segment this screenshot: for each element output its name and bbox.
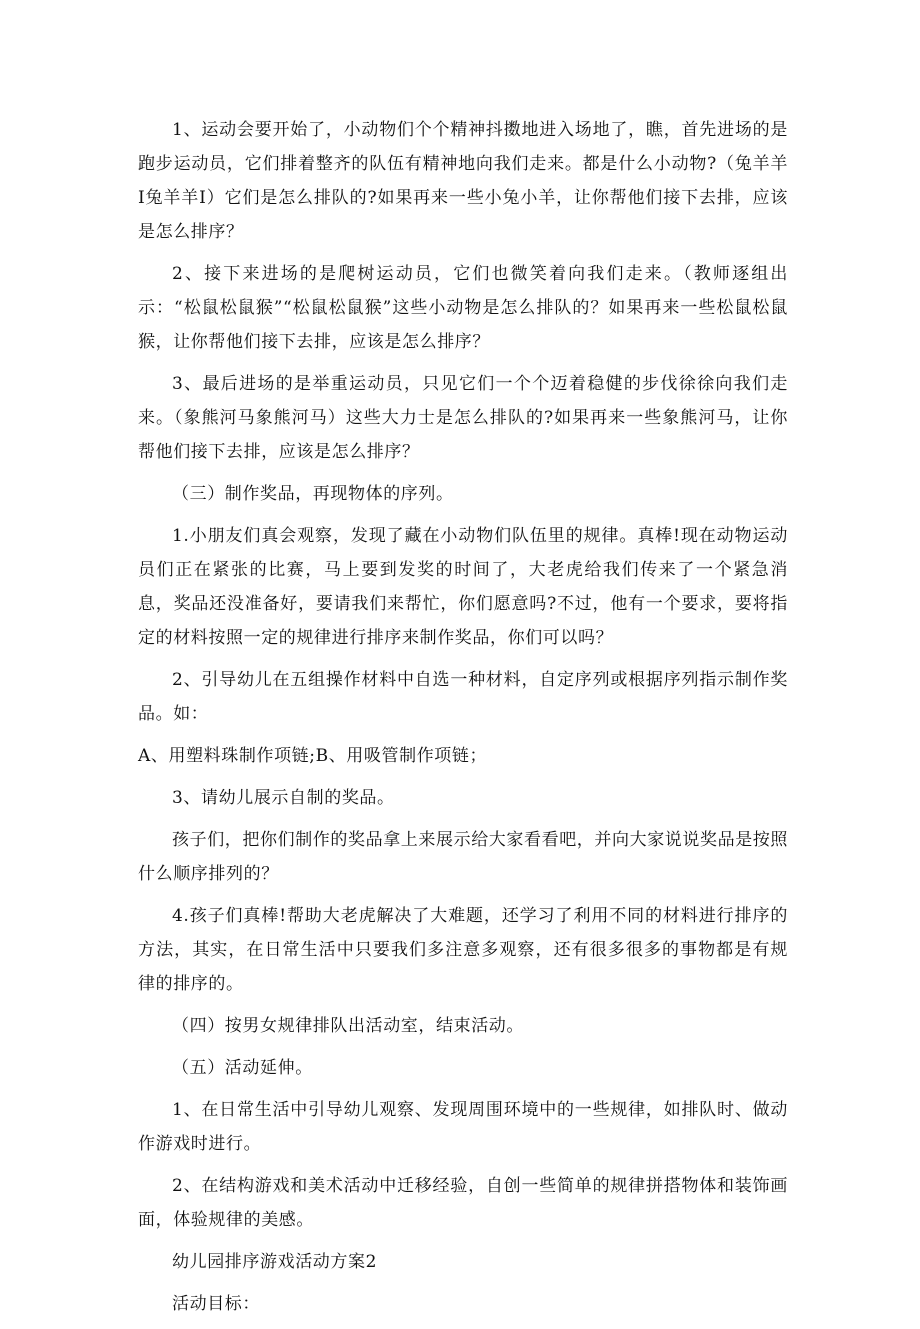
paragraph-choose-materials: 2、引导幼儿在五组操作材料中自选一种材料，自定序列或根据序列指示制作奖品。如： xyxy=(138,670,788,724)
section-heading-4: （四）按男女规律排队出活动室，结束活动。 xyxy=(172,1016,524,1036)
paragraph-kids-present: 孩子们，把你们制作的奖品拿上来展示给大家看看吧，并向大家说说奖品是按照什么顺序排列的？ xyxy=(138,830,788,884)
paragraph-summary: 4.孩子们真棒!帮助大老虎解决了大难题，还学习了利用不同的材料进行排序的方法，其实，在日常生活中只要我们多注意多观察，还有很多很多的事物都是有规律的排序的。 xyxy=(138,906,788,994)
paragraph-material-examples: A、用塑料珠制作项链;B、用吸管制作项链； xyxy=(138,746,488,766)
plan-title-2: 幼儿园排序游戏活动方案2 xyxy=(172,1252,378,1272)
section-heading-5: （五）活动延伸。 xyxy=(172,1058,313,1078)
paragraph-climbers: 2、接下来进场的是爬树运动员，它们也微笑着向我们走来。（教师逐组出示：“松鼠松鼠猴”“松鼠松鼠猴”这些小动物是怎么排队的？如果再来一些松鼠松鼠猴，让你帮他们接下去排，应该是怎么排序？ xyxy=(138,264,788,352)
section-heading-3: （三）制作奖品，再现物体的序列。 xyxy=(172,484,454,504)
paragraph-extension-2: 2、在结构游戏和美术活动中迁移经验，自创一些简单的规律拼搭物体和装饰画面，体验规律的美感。 xyxy=(138,1176,788,1230)
paragraph-extension-1: 1、在日常生活中引导幼儿观察、发现周围环境中的一些规律，如排队时、做动作游戏时进行。 xyxy=(138,1100,788,1154)
activity-goals-heading: 活动目标： xyxy=(172,1294,260,1314)
document-body xyxy=(138,113,788,1329)
paragraph-make-prizes: 1.小朋友们真会观察，发现了藏在小动物们队伍里的规律。真棒!现在动物运动员们正在紧张的比赛，马上要到发奖的时间了，大老虎给我们传来了一个紧急消息，奖品还没准备好，要请我们来帮忙，你们愿意吗?不过，他有一个要求，要将指定的材料按照一定的规律进行排序来制作奖品，你们可以吗？ xyxy=(138,526,788,648)
paragraph-show-prizes: 3、请幼儿展示自制的奖品。 xyxy=(172,788,395,808)
paragraph-weightlifters: 3、最后进场的是举重运动员，只见它们一个个迈着稳健的步伐徐徐向我们走来。（象熊河马象熊河马）这些大力士是怎么排队的?如果再来一些象熊河马，让你帮他们接下去排，应该是怎么排序？ xyxy=(138,374,788,462)
paragraph-runners: 1、运动会要开始了，小动物们个个精神抖擞地进入场地了，瞧，首先进场的是跑步运动员，它们排着整齐的队伍有精神地向我们走来。都是什么小动物?（兔羊羊I兔羊羊I）它们是怎么排队的?如果再来一些小兔小羊，让你帮他们接下去排，应该是怎么排序？ xyxy=(138,120,788,242)
